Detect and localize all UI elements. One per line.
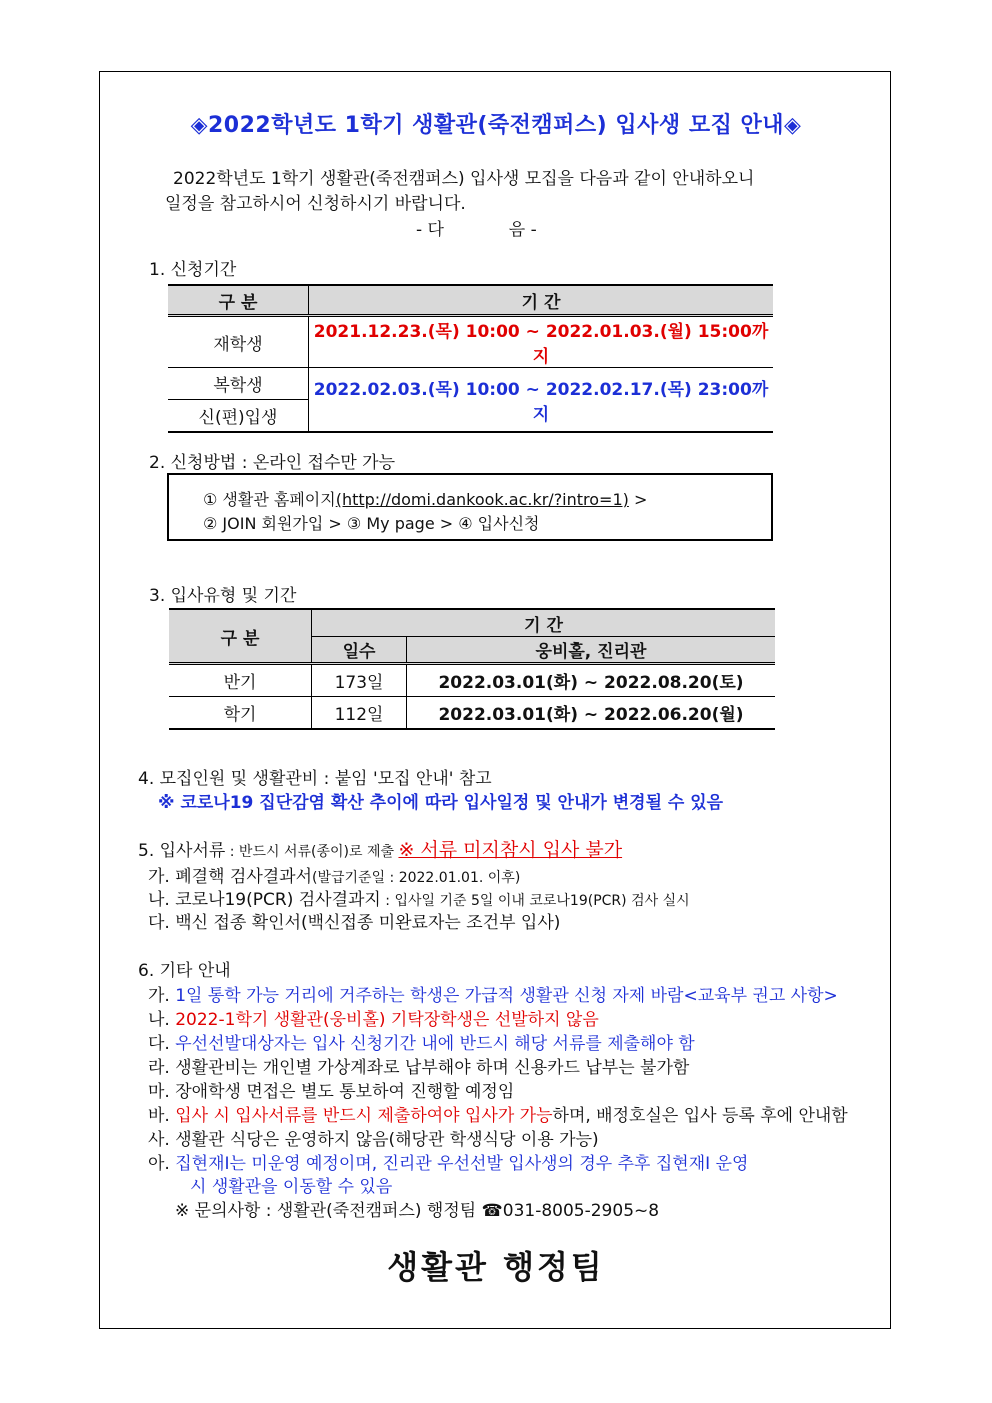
section2-heading: 2. 신청방법 : 온라인 접수만 가능	[149, 453, 396, 473]
table-cell: 2022.02.03.(목) 10:00 ~ 2022.02.17.(목) 23:00까지	[309, 368, 774, 433]
table-cell: 신(편)입생	[168, 400, 309, 433]
table-header: 구 분	[168, 285, 309, 316]
homepage-link[interactable]: (http://domi.dankook.ac.kr/?intro=1)	[335, 490, 629, 509]
section6-item-b	[148, 1005, 599, 1030]
item-text: 하며, 배정호실은 입사 등록 후에 안내함	[552, 1106, 848, 1126]
section1-heading: 1. 신청기간	[149, 260, 237, 280]
section6-heading: 6. 기타 안내	[138, 961, 231, 981]
table-cell: 112일	[312, 697, 407, 730]
table-row	[169, 697, 775, 730]
item-prefix: 바.	[148, 1106, 176, 1126]
item-a-text: 가. 폐결핵 검사결과서	[148, 867, 313, 887]
intro-line-2: 일정을 참고하시어 신청하시기 바랍니다.	[165, 194, 466, 214]
document-frame	[99, 71, 891, 1329]
table-header: 웅비홀, 진리관	[407, 637, 776, 664]
method-step-1: ① 생활관 홈페이지	[203, 490, 336, 509]
section4-heading: 4. 모집인원 및 생활관비 : 붙임 '모집 안내' 참고	[138, 769, 492, 789]
section4-note: ※ 코로나19 집단감염 확산 추이에 따라 입사일정 및 안내가 변경될 수 있음	[158, 793, 724, 813]
table-cell: 복학생	[168, 368, 309, 400]
document-title: ◈2022학년도 1학기 생활관(죽전캠퍼스) 입사생 모집 안내◈	[190, 113, 802, 138]
item-text: 집현재Ⅰ는 미운영 예정이며, 진리관 우선선발 입사생의 경우 추후 집현재Ⅰ 운영	[175, 1154, 749, 1174]
section6-item-c	[148, 1029, 695, 1054]
section5-subtitle: : 반드시 서류(종이)로 제출	[225, 844, 399, 860]
section3-heading: 3. 입사유형 및 기간	[149, 586, 297, 606]
application-period-table	[168, 284, 773, 433]
table-cell: 2022.03.01(화) ~ 2022.08.20(토)	[407, 664, 776, 697]
table-header: 일수	[312, 637, 407, 664]
section5-item-a	[148, 862, 520, 887]
table-header: 구 분	[169, 609, 312, 664]
contact-info: ※ 문의사항 : 생활관(죽전캠퍼스) 행정팀 ☎031-8005-2905~8	[175, 1201, 660, 1221]
item-b-text: 나. 코로나19(PCR) 검사결과지	[148, 890, 381, 910]
table-row	[169, 664, 775, 697]
item-text: 1일 통학 가능 거리에 거주하는 학생은 가급적 생활관 신청 자제 바람<교육부 권고 사항>	[175, 986, 838, 1006]
section6-item-d: 라. 생활관비는 개인별 가상계좌로 납부해야 하며 신용카드 납부는 불가함	[148, 1058, 690, 1078]
method-arrow: >	[628, 490, 648, 509]
item-text-emphasis: 입사 시 입사서류를 반드시 제출하여야 입사가 가능	[175, 1106, 553, 1126]
residence-period-table	[169, 608, 775, 730]
section6-item-h-cont: 시 생활관을 이동할 수 있음	[190, 1177, 393, 1197]
method-line-1	[203, 487, 647, 510]
section5-item-b	[148, 885, 690, 910]
item-a-note: (발급기준일 : 2022.01.01. 이후)	[312, 870, 521, 886]
table-row	[168, 316, 773, 368]
section5-warning: ※ 서류 미지참시 입사 불가	[398, 839, 623, 861]
intro-line-3: - 다 음 -	[416, 220, 537, 240]
item-prefix: 나.	[148, 1010, 176, 1030]
item-prefix: 아.	[148, 1154, 176, 1174]
table-cell: 반기	[169, 664, 312, 697]
item-text: 2022-1학기 생활관(웅비홀) 기탁장학생은 선발하지 않음	[175, 1010, 599, 1030]
item-text: 우선선발대상자는 입사 신청기간 내에 반드시 해당 서류를 제출해야 함	[175, 1034, 695, 1054]
section6-item-g: 사. 생활관 식당은 운영하지 않음(해당관 학생식당 이용 가능)	[148, 1130, 599, 1150]
section6-item-a	[148, 981, 838, 1006]
section6-item-h	[148, 1149, 748, 1174]
footer-signature: 생활관 행정팀	[387, 1248, 605, 1286]
section5-item-c: 다. 백신 접종 확인서(백신접종 미완료자는 조건부 입사)	[148, 913, 561, 933]
method-line-2: ② JOIN 회원가입 > ③ My page > ④ 입사신청	[203, 514, 540, 533]
table-header: 기 간	[309, 285, 774, 316]
item-b-note: : 입사일 기준 5일 이내 코로나19(PCR) 검사 실시	[380, 893, 690, 909]
table-cell: 173일	[312, 664, 407, 697]
item-prefix: 가.	[148, 986, 176, 1006]
table-cell: 2022.03.01(화) ~ 2022.06.20(월)	[407, 697, 776, 730]
table-cell: 학기	[169, 697, 312, 730]
application-method-box	[167, 473, 773, 541]
section5-title: 5. 입사서류	[138, 841, 226, 861]
section6-item-f	[148, 1101, 848, 1126]
table-header: 기 간	[312, 609, 776, 637]
table-row	[168, 368, 773, 400]
section5-heading	[138, 835, 622, 862]
intro-line-1: 2022학년도 1학기 생활관(죽전캠퍼스) 입사생 모집을 다음과 같이 안내하오니	[173, 169, 755, 189]
table-cell: 재학생	[168, 316, 309, 368]
section6-item-e: 마. 장애학생 면접은 별도 통보하여 진행할 예정임	[148, 1082, 515, 1102]
table-cell: 2021.12.23.(목) 10:00 ~ 2022.01.03.(월) 15:00까지	[309, 316, 774, 368]
item-prefix: 다.	[148, 1034, 176, 1054]
